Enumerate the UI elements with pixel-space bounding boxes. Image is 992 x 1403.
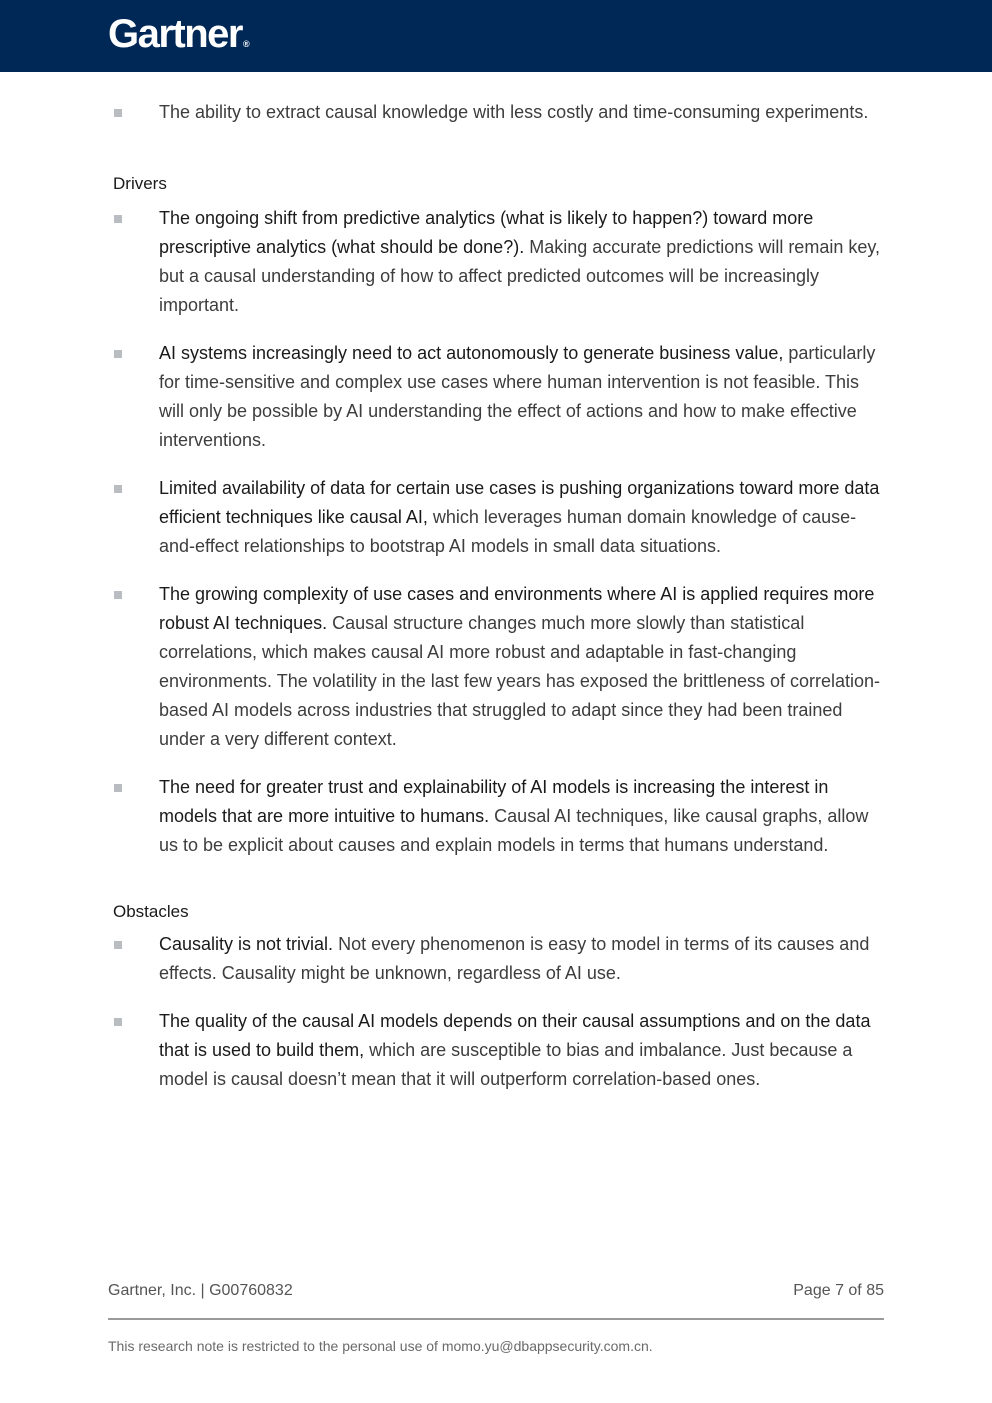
footer-document-id: Gartner, Inc. | G00760832 xyxy=(108,1282,293,1299)
item-text: Causal structure changes much more slowly than statistical correlations, which makes causal AI more robust and adaptable in fast-changing environments. The volatility in the last few years has exposed the brittleness of correlation-based AI models across industries that struggled to adapt since they had been trained under a very different context. xyxy=(159,613,881,749)
square-bullet-icon xyxy=(114,591,122,599)
item-lead: The quality of the causal AI models depends on their causal assumptions and on the data that is used to build them, xyxy=(159,1011,871,1060)
footer-page-number: Page 7 of 85 xyxy=(793,1282,884,1299)
section-heading-obstacles: Obstacles xyxy=(113,902,189,921)
list-item xyxy=(0,930,992,988)
square-bullet-icon xyxy=(114,109,122,117)
item-text: Making accurate predictions will remain key, but a causal understanding of how to affect predicted outcomes will be increasingly important. xyxy=(159,237,881,315)
item-lead: Limited availability of data for certain use cases is pushing organizations toward more data efficient techniques like causal AI, xyxy=(159,478,880,527)
item-text: which leverages human domain knowledge of cause-and-effect relationships to bootstrap AI models in small data situations. xyxy=(159,507,857,556)
page-header xyxy=(0,0,992,72)
list-item xyxy=(0,580,992,754)
item-lead: The growing complexity of use cases and environments where AI is applied requires more robust AI techniques. xyxy=(159,584,875,633)
restriction-notice: This research note is restricted to the personal use of momo.yu@dbappsecurity.com.cn. xyxy=(108,1338,653,1354)
square-bullet-icon xyxy=(114,941,122,949)
square-bullet-icon xyxy=(114,350,122,358)
list-item xyxy=(0,339,992,455)
list-item xyxy=(0,773,992,860)
square-bullet-icon xyxy=(114,784,122,792)
item-text: particularly for time-sensitive and complex use cases where human intervention is not feasible. This will only be possible by AI understanding the effect of actions and how to make effective interventions. xyxy=(159,343,876,450)
registered-mark: ® xyxy=(243,39,250,49)
logo-text: Gartner xyxy=(108,12,242,56)
section-heading-drivers: Drivers xyxy=(113,174,167,193)
list-item xyxy=(0,1007,992,1094)
list-item xyxy=(0,204,992,320)
square-bullet-icon xyxy=(114,215,122,223)
item-lead: The need for greater trust and explainability of AI models is increasing the interest in models that are more intuitive to humans. xyxy=(159,777,829,826)
list-item xyxy=(0,474,992,561)
item-lead: AI systems increasingly need to act autonomously to generate business value, xyxy=(159,343,784,363)
item-text: The ability to extract causal knowledge with less costly and time-consuming experiments. xyxy=(159,102,869,122)
page-content xyxy=(0,98,992,1094)
footer-divider xyxy=(108,1318,884,1320)
gartner-logo xyxy=(108,12,250,66)
item-text: Not every phenomenon is easy to model in terms of its causes and effects. Causality might be unknown, regardless of AI use. xyxy=(159,934,870,983)
item-lead: The ongoing shift from predictive analytics (what is likely to happen?) toward more prescriptive analytics (what should be done?). xyxy=(159,208,814,257)
item-lead: Causality is not trivial. xyxy=(159,934,334,954)
square-bullet-icon xyxy=(114,485,122,493)
list-item xyxy=(0,98,992,127)
item-text: Causal AI techniques, like causal graphs, allow us to be explicit about causes and explain models in terms that humans understand. xyxy=(159,806,869,855)
square-bullet-icon xyxy=(114,1018,122,1026)
item-text: which are susceptible to bias and imbalance. Just because a model is causal doesn’t mean that it will outperform correlation-based ones. xyxy=(159,1040,853,1089)
